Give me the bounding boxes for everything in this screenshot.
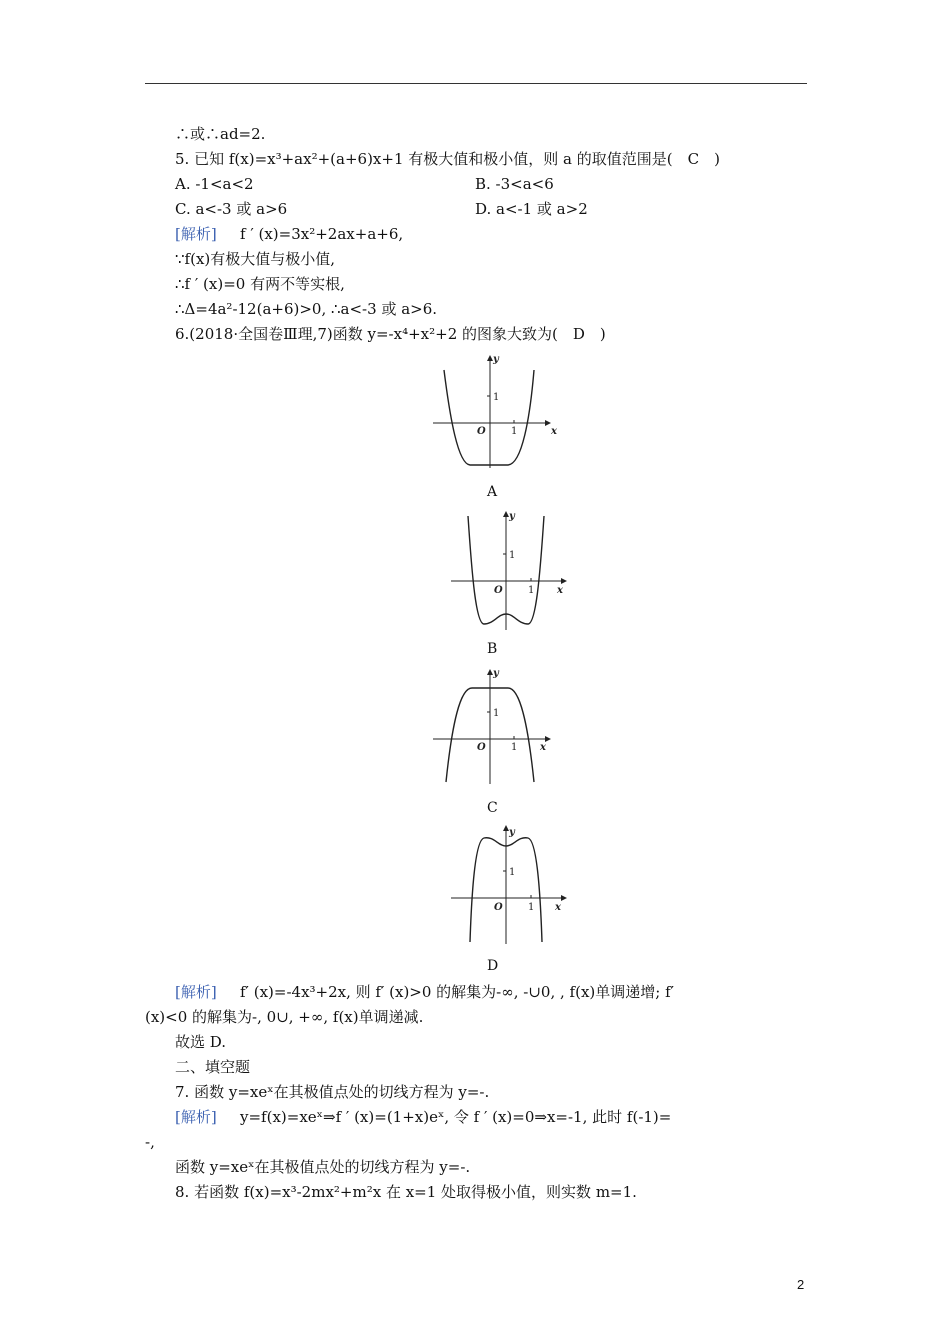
origin-label: O [477,742,486,753]
tick-label-y: 1 [493,392,500,403]
solution-line: -, [145,1133,155,1151]
tick-label-y: 1 [509,867,516,878]
solution-line: 函数 y=xeˣ在其极值点处的切线方程为 y=-. [175,1158,471,1176]
tick-label-x: 1 [528,585,535,596]
axis-label-y: y [509,511,515,522]
question-5: 5. 已知 f(x)=x³+ax²+(a+6)x+1 有极大值和极小值，则 a 的取值范围是( C ) [175,150,720,168]
graph-b [448,506,573,634]
axis-label-y: y [509,827,515,838]
axis-label-y: y [493,668,499,679]
solution-line: ∴f ′ (x)=0 有两不等实根, [175,275,345,293]
analysis-tag: [解析] [175,983,217,1001]
tick-label-x: 1 [511,742,518,753]
option-a: A. -1<a<2 [175,175,254,193]
solution-line: f′ (x)=-4x³+2x, 则 f′ (x)>0 的解集为-∞, -∪0, , f(x)单调递增; f′ [240,983,675,1001]
figure-caption-c: C [487,800,498,816]
analysis-tag: [解析] [175,225,217,243]
solution-line: ∵f(x)有极大值与极小值, [175,250,336,268]
header-rule [145,83,807,84]
question-8: 8. 若函数 f(x)=x³-2mx²+m²x 在 x=1 处取得极小值，则实数 m=1. [175,1183,637,1201]
tick-label-y: 1 [493,708,500,719]
curve-a [444,370,534,465]
axis-label-x: x [551,426,557,437]
figure-caption-d: D [487,958,499,974]
graph-c [430,664,560,788]
solution-line: 故选 D. [175,1033,227,1051]
axis-label-x: x [555,902,561,913]
page-number: 2 [797,1277,805,1292]
origin-label: O [494,902,503,913]
solution-line: ∴Δ=4a²-12(a+6)>0, ∴a<-3 或 a>6. [175,300,438,318]
tick-label-y: 1 [509,550,516,561]
tick-label-x: 1 [528,902,535,913]
figure-caption-b: B [487,641,498,657]
axis-label-y: y [493,354,499,365]
tick-label-x: 1 [511,426,518,437]
option-c: C. a<-3 或 a>6 [175,200,288,218]
solution-line: y=f(x)=xeˣ⇒f ′ (x)=(1+x)eˣ, 令 f ′ (x)=0⇒x=-1, 此时 f(-1)= [240,1108,672,1126]
analysis-tag: [解析] [175,1108,217,1126]
question-6: 6.(2018·全国卷Ⅲ理,7)函数 y=-x⁴+x²+2 的图象大致为( D ) [175,325,606,343]
question-7: 7. 函数 y=xeˣ在其极值点处的切线方程为 y=-. [175,1083,490,1101]
axis-label-x: x [557,585,563,596]
origin-label: O [494,585,503,596]
graph-d [448,822,573,946]
graph-a [430,348,560,472]
solution-line: f ′ (x)=3x²+2ax+a+6, [240,225,404,243]
option-d: D. a<-1 或 a>2 [475,200,588,218]
origin-label: O [477,426,486,437]
option-b: B. -3<a<6 [475,175,554,193]
text-line: ∴或∴ad=2. [175,125,266,143]
solution-line: (x)<0 的解集为-, 0∪, +∞, f(x)单调递减. [145,1008,424,1026]
figure-caption-a: A [487,484,498,500]
axis-label-x: x [540,742,546,753]
section-heading: 二、填空题 [175,1058,251,1076]
